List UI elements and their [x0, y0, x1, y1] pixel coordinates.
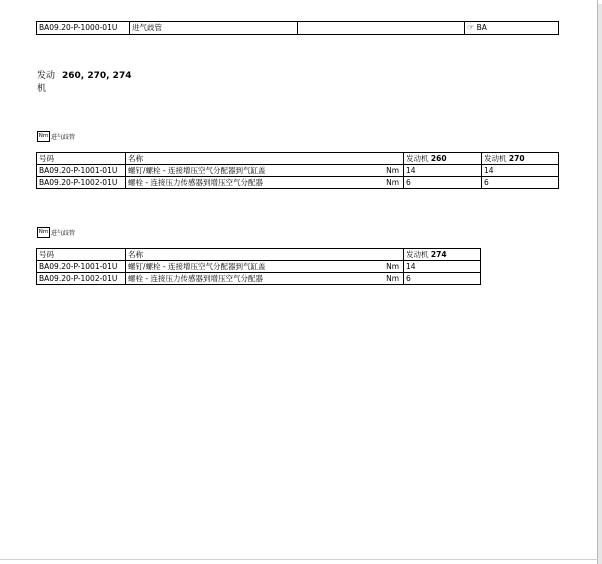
- row-name: 螺钉/螺栓 - 连接增压空气分配器到气缸盖: [126, 165, 378, 177]
- column-header-name: 名称: [126, 249, 404, 261]
- row-name: 螺钉/螺栓 - 连接增压空气分配器到气缸盖: [126, 261, 378, 273]
- engine-label: 发动机: [37, 71, 56, 94]
- row-value: 14: [482, 165, 559, 177]
- torque-icon: Nm: [37, 131, 50, 142]
- hand-pointer-icon: ☞: [467, 23, 475, 32]
- row-value: 14: [404, 165, 482, 177]
- column-header-code: 号码: [37, 249, 126, 261]
- column-header-code: 号码: [37, 153, 126, 165]
- column-header-name: 名称: [126, 153, 404, 165]
- engine-numbers: 260, 270, 274: [62, 71, 132, 81]
- row-code: BA09.20-P-1001-01U: [37, 261, 126, 273]
- header-empty-cell: [298, 22, 465, 35]
- document-header-table: [36, 21, 559, 35]
- table-row: [37, 177, 559, 189]
- row-code: BA09.20-P-1002-01U: [37, 177, 126, 189]
- row-name: 螺栓 - 连接压力传感器到增压空气分配器: [126, 273, 378, 285]
- document-title: 进气歧管: [130, 22, 298, 35]
- reference-link[interactable]: [465, 22, 559, 35]
- torque-table: [36, 152, 559, 189]
- table-header-row: [37, 153, 559, 165]
- row-unit: Nm: [378, 261, 404, 273]
- torque-table: [36, 248, 481, 285]
- row-code: BA09.20-P-1002-01U: [37, 273, 126, 285]
- reference-label: BA: [476, 23, 487, 32]
- table-header-row: [37, 249, 481, 261]
- row-name: 螺栓 - 连接压力传感器到增压空气分配器: [126, 177, 378, 189]
- column-header-engine: 发动机 274: [404, 249, 481, 261]
- row-value: 6: [404, 273, 481, 285]
- row-unit: Nm: [378, 273, 404, 285]
- table-row: [37, 261, 481, 273]
- row-value: 6: [482, 177, 559, 189]
- section-title: 进气歧管: [51, 230, 76, 237]
- table-row: [37, 165, 559, 177]
- document-code: BA09.20-P-1000-01U: [37, 22, 130, 35]
- row-code: BA09.20-P-1001-01U: [37, 165, 126, 177]
- row-value: 6: [404, 177, 482, 189]
- column-header-engine-a: 发动机 260: [404, 153, 482, 165]
- row-unit: Nm: [378, 177, 404, 189]
- table-row: [37, 273, 481, 285]
- row-value: 14: [404, 261, 481, 273]
- page-shadow: [598, 4, 602, 564]
- row-unit: Nm: [378, 165, 404, 177]
- torque-icon: Nm: [37, 227, 50, 238]
- section-title: 进气歧管: [51, 134, 76, 141]
- document-header-row: [37, 22, 559, 35]
- column-header-engine-b: 发动机 270: [482, 153, 559, 165]
- page-edge-bottom: [0, 559, 598, 560]
